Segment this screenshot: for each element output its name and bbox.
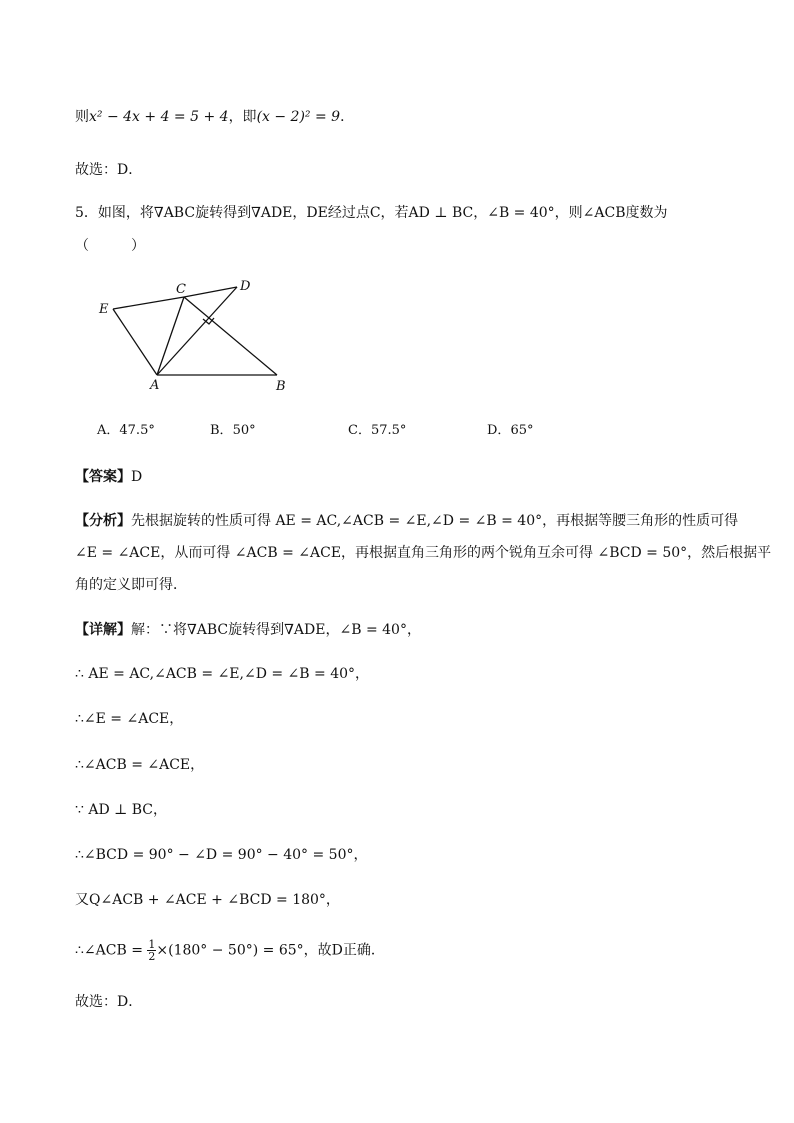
prev-conclusion-mid: ，即 [228,109,257,125]
detail-line-3: ∴∠E = ∠ACE， [75,711,184,727]
label-c: C [176,282,186,297]
detail-line-1 [75,620,421,640]
detail-line-6: ∴∠BCD = 90° − ∠D = 90° − 40° = 50°， [75,847,368,863]
question-number: 5． [75,205,98,221]
detail-tag: 【详解】 [75,622,131,638]
answer-tag: 【答案】 [75,469,131,485]
option-b-letter: B． [210,423,233,438]
option-c-value: 57.5° [370,423,407,438]
fraction-numerator: 1 [148,938,156,951]
prev-conclusion-line [75,107,354,127]
option-d-letter: D． [487,423,511,438]
prev-select-line: 故选：D． [75,162,143,178]
detail-line-2: ∴ AE = AC,∠ACB = ∠E,∠D = ∠B = 40°， [75,666,370,682]
label-a: A [150,378,160,393]
detail-text-8-suffix: ×(180° − 50°) = 65°，故D正确． [156,942,385,959]
segment-ac [157,297,184,375]
analysis-tag: 【分析】 [75,513,131,529]
label-d: D [240,279,251,294]
option-a-letter: A． [97,423,120,438]
analysis-line-3: 角的定义即可得． [75,577,187,593]
prev-equation-2: (x − 2)² = 9 [256,109,341,125]
geometry-figure [95,278,295,398]
prev-conclusion-end: ． [340,109,355,125]
prev-equation-1: x² − 4x + 4 = 5 + 4 [89,109,229,125]
prev-conclusion-prefix: 则 [75,109,89,125]
question-stem [75,203,668,223]
segment-ea [113,309,157,375]
option-c[interactable] [348,422,406,440]
label-e: E [99,302,109,317]
detail-line-4: ∴∠ACB = ∠ACE， [75,757,205,773]
question-paren: （ ） [75,238,145,254]
detail-line-5: ∵ AD ⊥ BC， [75,802,168,818]
detail-text-1: 解：∵将∇ABC旋转得到∇ADE，∠B = 40°， [131,622,421,638]
option-b[interactable] [210,422,256,440]
detail-line-8 [75,939,385,962]
analysis-line-1 [75,511,738,531]
segment-ec [113,297,184,309]
detail-text-8-prefix: ∴∠ACB = [75,942,143,959]
label-b: B [276,379,286,394]
option-b-value: 50° [232,423,256,438]
option-a-value: 47.5° [119,423,155,438]
answer-line [75,467,142,487]
analysis-line-2: ∠E = ∠ACE，从而可得 ∠ACB = ∠ACE，再根据直角三角形的两个锐角互余可得 ∠BCD = 50°，然后根据平 [75,545,772,561]
detail-select-line: 故选：D． [75,994,143,1010]
detail-line-7: 又Q∠ACB + ∠ACE + ∠BCD = 180°， [75,892,340,908]
answer-value: D [131,469,143,485]
question-stem-text: 如图，将∇ABC旋转得到∇ADE，DE经过点C，若AD ⊥ BC，∠B = 40°，则∠ACB度数为 [97,205,668,221]
fraction-denominator: 2 [148,950,156,963]
option-d-value: 65° [510,423,534,438]
option-d[interactable] [487,422,533,440]
option-c-letter: C． [348,423,371,438]
option-a[interactable] [97,422,155,440]
segment-cb [184,297,277,375]
analysis-text-1: 先根据旋转的性质可得 AE = AC,∠ACB = ∠E,∠D = ∠B = 40°，再根据等腰三角形的性质可得 [131,513,739,529]
